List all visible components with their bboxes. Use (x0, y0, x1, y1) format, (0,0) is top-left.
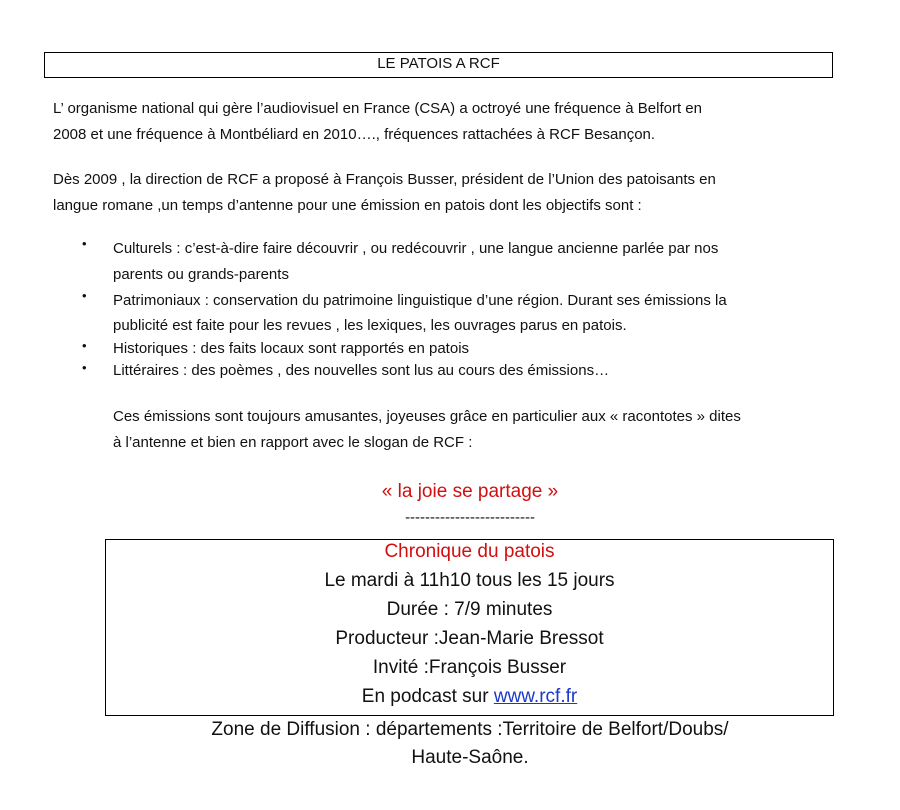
title-box (44, 52, 833, 78)
objectives-list (0, 236, 900, 382)
program-heading: Chronique du patois (384, 541, 555, 562)
podcast-prefix: En podcast sur (361, 686, 494, 707)
zone-line: Haute-Saône. (411, 747, 529, 768)
paragraph-line: à l’antenne et bien en rapport avec le slogan de RCF : (113, 434, 473, 451)
zone-line: Zone de Diffusion : départements :Territoire de Belfort/Doubs/ (211, 719, 729, 740)
bullet-icon: • (82, 338, 87, 353)
program-producer: Producteur :Jean-Marie Bressot (335, 628, 604, 649)
paragraph-line: 2008 et une fréquence à Montbéliard en 2010…., fréquences rattachées à RCF Besançon. (53, 126, 656, 143)
bullet-icon: • (82, 360, 87, 375)
program-podcast (106, 682, 833, 711)
program-duration: Durée : 7/9 minutes (386, 599, 553, 620)
paragraph-direction (53, 167, 843, 219)
list-item (0, 360, 833, 382)
page-title: LE PATOIS A RCF (377, 55, 500, 72)
list-item (0, 288, 833, 338)
separator: -------------------------- (405, 509, 535, 526)
list-item-line: Historiques : des faits locaux sont rapportés en patois (113, 340, 470, 357)
bullet-icon: • (82, 288, 87, 303)
list-item (0, 338, 833, 360)
paragraph-line: Ces émissions sont toujours amusantes, joyeuses grâce en particulier aux « racontotes » dites (113, 408, 741, 425)
broadcast-zone (0, 716, 900, 772)
list-item-line: Culturels : c’est-à-dire faire découvrir , ou redécouvrir , une langue ancienne parlée par nos (113, 240, 719, 257)
program-guest: Invité :François Busser (372, 657, 567, 678)
list-item-line: publicité est faite pour les revues , les lexiques, les ouvrages parus en patois. (113, 317, 627, 334)
paragraph-line: Dès 2009 , la direction de RCF a proposé à François Busser, président de l’Union des patoisants en (53, 171, 716, 188)
list-item-line: Littéraires : des poèmes , des nouvelles sont lus au cours des émissions… (113, 362, 610, 379)
list-item-line: parents ou grands-parents (113, 266, 289, 283)
paragraph-line: L’ organisme national qui gère l’audiovisuel en France (CSA) a octroyé une fréquence à Belfort en (53, 100, 702, 117)
paragraph-csa (53, 96, 843, 148)
program-schedule: Le mardi à 11h10 tous les 15 jours (324, 570, 615, 591)
paragraph-line: langue romane ,un temps d’antenne pour une émission en patois dont les objectifs sont : (53, 197, 642, 214)
bullet-icon: • (82, 236, 87, 251)
program-info-box (105, 539, 834, 716)
slogan: « la joie se partage » (381, 481, 559, 502)
podcast-link[interactable]: www.rcf.fr (493, 686, 578, 707)
paragraph-emissions (113, 404, 843, 456)
list-item (0, 236, 833, 288)
list-item-line: Patrimoniaux : conservation du patrimoine linguistique d’une région. Durant ses émissions la (113, 292, 727, 309)
